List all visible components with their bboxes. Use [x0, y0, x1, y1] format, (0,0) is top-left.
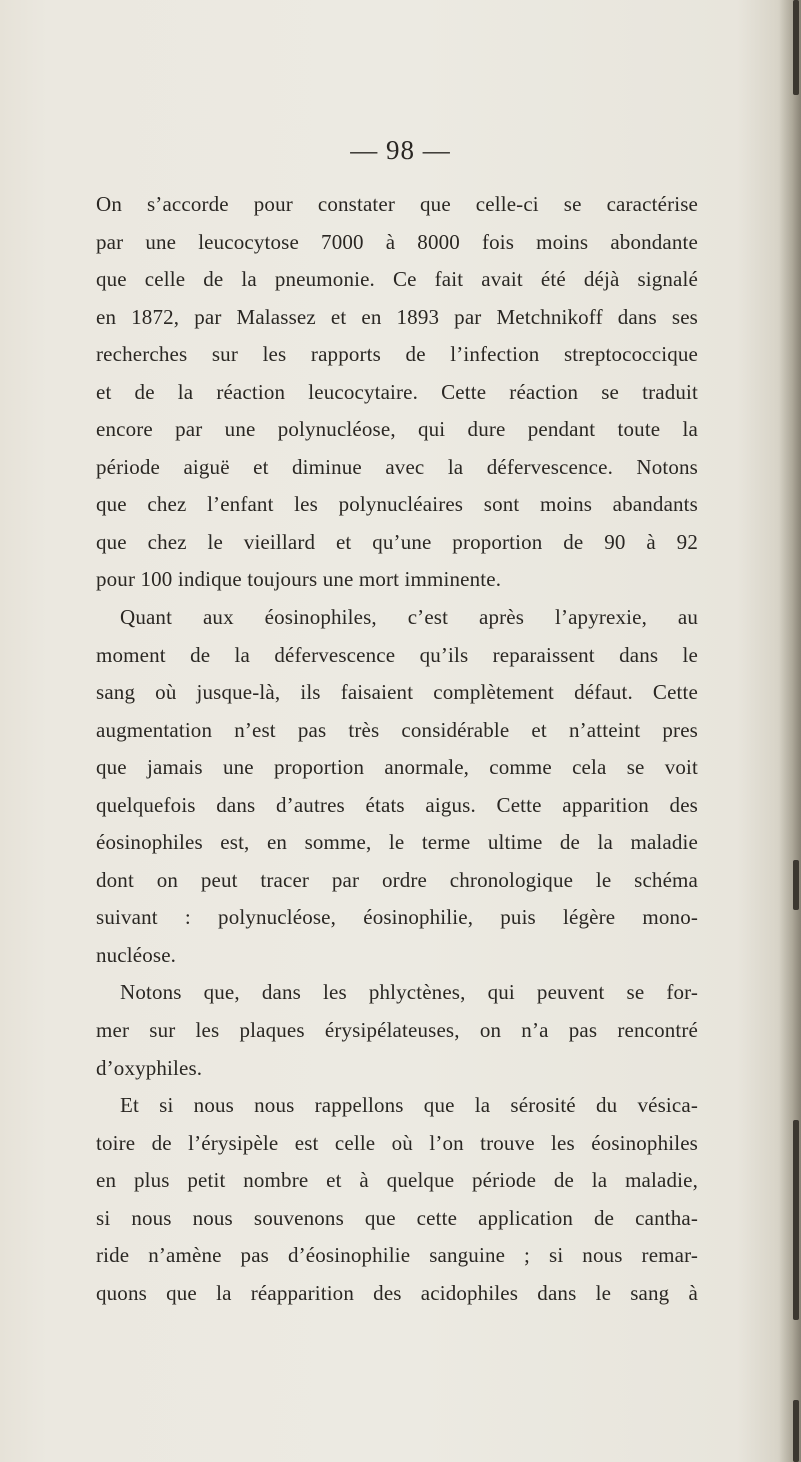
- paragraph: [96, 599, 698, 974]
- text-line: que celle de la pneumonie. Ce fait avait été déjà signalé: [96, 267, 698, 292]
- text-line: nucléose.: [96, 942, 177, 967]
- text-line: que jamais une proportion anormale, comme cela se voit: [96, 755, 698, 780]
- text-line: Et si nous nous rappellons que la sérosité du vésica-: [120, 1093, 698, 1118]
- text-line: toire de l’érysipèle est celle où l’on trouve les éosinophiles: [96, 1130, 698, 1155]
- text-line: et de la réaction leucocytaire. Cette réaction se traduit: [96, 379, 698, 404]
- text-line: si nous nous souvenons que cette application de cantha-: [96, 1205, 698, 1230]
- text-line: d’oxyphiles.: [96, 1055, 203, 1080]
- text-line: suivant : polynucléose, éosinophilie, puis légère mono-: [96, 905, 698, 930]
- text-line: Notons que, dans les phlyctènes, qui peuvent se for-: [120, 980, 698, 1005]
- text-line: quelquefois dans d’autres états aigus. Cette apparition des: [96, 792, 698, 817]
- paragraph: [96, 1087, 698, 1312]
- page-edge-mark: [793, 860, 799, 910]
- text-line: moment de la défervescence qu’ils reparaissent dans le: [96, 642, 698, 667]
- paragraph: [96, 974, 698, 1087]
- text-line: période aiguë et diminue avec la défervescence. Notons: [96, 454, 698, 479]
- text-line: Quant aux éosinophiles, c’est après l’apyrexie, au: [120, 605, 698, 630]
- text-line: ride n’amène pas d’éosinophilie sanguine ; si nous remar-: [96, 1243, 698, 1268]
- text-line: pour 100 indique toujours une mort imminente.: [96, 567, 502, 592]
- text-line: mer sur les plaques érysipélateuses, on n’a pas rencontré: [96, 1018, 698, 1043]
- text-line: éosinophiles est, en somme, le terme ultime de la maladie: [96, 830, 698, 855]
- text-line: recherches sur les rapports de l’infection streptococcique: [96, 342, 698, 367]
- text-line: On s’accorde pour constater que celle-ci se caractérise: [96, 192, 698, 216]
- page-edge-mark: [793, 1400, 799, 1462]
- text-line: quons que la réapparition des acidophiles dans le sang à: [96, 1280, 698, 1305]
- text-line: en 1872, par Malassez et en 1893 par Metchnikoff dans ses: [96, 304, 698, 329]
- text-line: que chez l’enfant les polynucléaires sont moins abandants: [96, 492, 698, 517]
- text-line: augmentation n’est pas très considérable et n’atteint pres: [96, 717, 698, 742]
- page-edge-mark: [793, 1120, 799, 1320]
- text-line: sang où jusque-là, ils faisaient complètement défaut. Cette: [96, 680, 698, 705]
- page-edge-mark: [793, 0, 799, 95]
- page-number: — 98 —: [350, 135, 451, 165]
- text-line: encore par une polynucléose, qui dure pendant toute la: [96, 417, 698, 442]
- text-line: que chez le vieillard et qu’une proportion de 90 à 92: [96, 529, 698, 554]
- text-line: en plus petit nombre et à quelque période de la maladie,: [96, 1168, 698, 1193]
- text-line: par une leucocytose 7000 à 8000 fois moins abondante: [96, 229, 698, 254]
- text-line: dont on peut tracer par ordre chronologique le schéma: [96, 867, 698, 892]
- paragraph: [96, 186, 698, 599]
- body-text: [96, 186, 698, 1312]
